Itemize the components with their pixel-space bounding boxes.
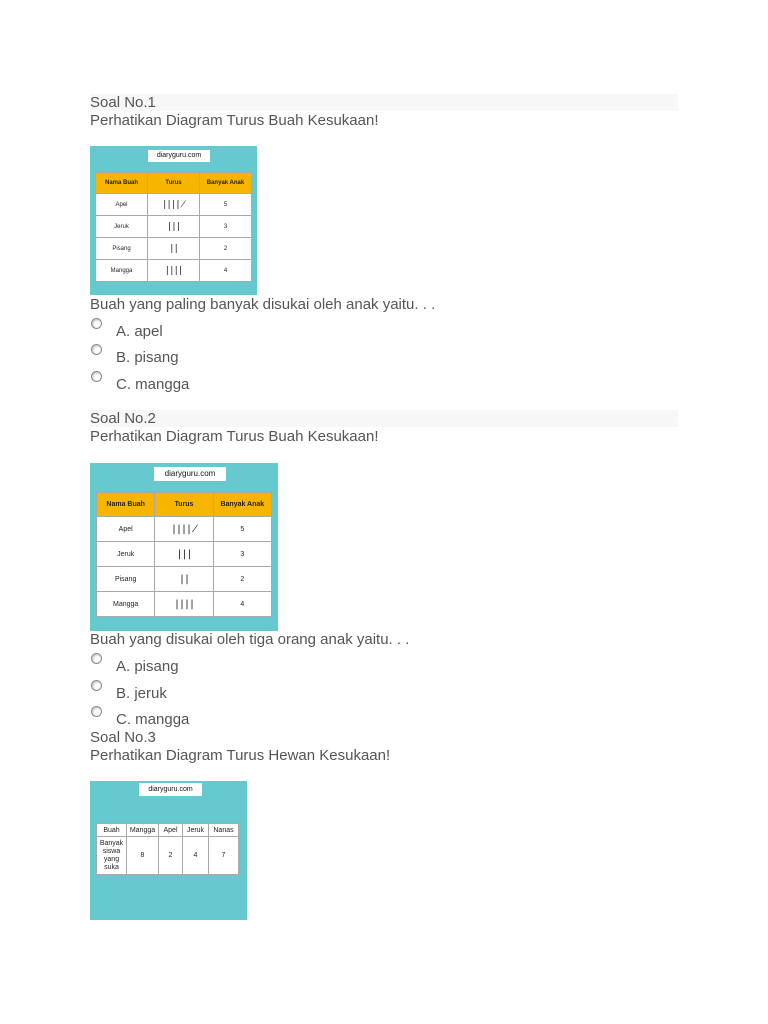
question-2-instruction: Perhatikan Diagram Turus Buah Kesukaan! [90, 428, 379, 445]
tally-marks: || [148, 238, 200, 260]
question-2-option-b-radio[interactable] [91, 680, 102, 691]
question-1-option-c-radio[interactable] [91, 371, 102, 382]
fruit-name: Pisang [97, 567, 155, 592]
question-2-header-bar [90, 410, 678, 427]
question-1-option-c-label[interactable]: C. mangga [116, 376, 190, 393]
table-header: Banyak Anak [200, 173, 252, 194]
fruit-tally-table [95, 172, 252, 282]
question-1-option-b-label[interactable]: B. pisang [116, 349, 179, 366]
child-count: 4 [213, 592, 271, 617]
table-row [96, 260, 252, 282]
table-header: Nama Buah [97, 493, 155, 517]
table-header: Banyak Anak [213, 493, 271, 517]
table-header: Nanas [209, 824, 239, 837]
child-count: 4 [200, 260, 252, 282]
table-row [96, 216, 252, 238]
table-header: Turus [148, 173, 200, 194]
tally-marks: ||| [148, 216, 200, 238]
table-cell: 8 [127, 837, 159, 875]
table-header: Nama Buah [96, 173, 148, 194]
table-header: Jeruk [183, 824, 209, 837]
question-2-option-c-radio[interactable] [91, 706, 102, 717]
table-row [97, 517, 272, 542]
fruit-name: Mangga [96, 260, 148, 282]
question-1-prompt: Buah yang paling banyak disukai oleh anak yaitu. . . [90, 296, 436, 313]
fruit-name: Apel [97, 517, 155, 542]
tally-marks: ||||̸ [155, 517, 213, 542]
tally-marks: |||| [148, 260, 200, 282]
site-label: diaryguru.com [148, 150, 210, 162]
site-label: diaryguru.com [154, 467, 226, 481]
question-3-table-image [90, 781, 247, 920]
tally-marks: ||||̸ [148, 194, 200, 216]
question-3-title: Soal No.3 [90, 729, 156, 746]
child-count: 5 [213, 517, 271, 542]
question-3-instruction: Perhatikan Diagram Turus Hewan Kesukaan! [90, 747, 391, 764]
question-1-title: Soal No.1 [90, 94, 156, 111]
row-label: Banyak siswa yang suka [97, 837, 127, 875]
child-count: 3 [200, 216, 252, 238]
question-1-option-a-label[interactable]: A. apel [116, 323, 163, 340]
question-2-title: Soal No.2 [90, 410, 156, 427]
table-header: Turus [155, 493, 213, 517]
table-row [97, 567, 272, 592]
question-1-instruction: Perhatikan Diagram Turus Buah Kesukaan! [90, 112, 379, 129]
fruit-name: Pisang [96, 238, 148, 260]
question-1-tally-image [90, 146, 257, 295]
question-2-option-a-radio[interactable] [91, 653, 102, 664]
child-count: 2 [213, 567, 271, 592]
table-row [97, 837, 239, 875]
table-row [97, 592, 272, 617]
child-count: 2 [200, 238, 252, 260]
tally-marks: ||| [155, 542, 213, 567]
fruit-name: Jeruk [97, 542, 155, 567]
child-count: 5 [200, 194, 252, 216]
table-header: Mangga [127, 824, 159, 837]
question-2-tally-image [90, 463, 278, 631]
favorite-table [96, 823, 239, 875]
table-row [96, 194, 252, 216]
table-header: Buah [97, 824, 127, 837]
tally-marks: |||| [155, 592, 213, 617]
question-2-option-c-label[interactable]: C. mangga [116, 711, 190, 728]
fruit-name: Mangga [97, 592, 155, 617]
child-count: 3 [213, 542, 271, 567]
table-cell: 2 [159, 837, 183, 875]
fruit-name: Apel [96, 194, 148, 216]
question-1-option-b-radio[interactable] [91, 344, 102, 355]
question-2-option-a-label[interactable]: A. pisang [116, 658, 179, 675]
table-header: Apel [159, 824, 183, 837]
question-2-prompt: Buah yang disukai oleh tiga orang anak yaitu. . . [90, 631, 410, 648]
tally-marks: || [155, 567, 213, 592]
table-cell: 4 [183, 837, 209, 875]
fruit-name: Jeruk [96, 216, 148, 238]
table-row [96, 238, 252, 260]
question-2-option-b-label[interactable]: B. jeruk [116, 685, 167, 702]
table-row [97, 542, 272, 567]
question-1-header-bar [90, 94, 678, 111]
fruit-tally-table [96, 492, 272, 617]
site-label: diaryguru.com [139, 783, 202, 796]
table-cell: 7 [209, 837, 239, 875]
question-1-option-a-radio[interactable] [91, 318, 102, 329]
